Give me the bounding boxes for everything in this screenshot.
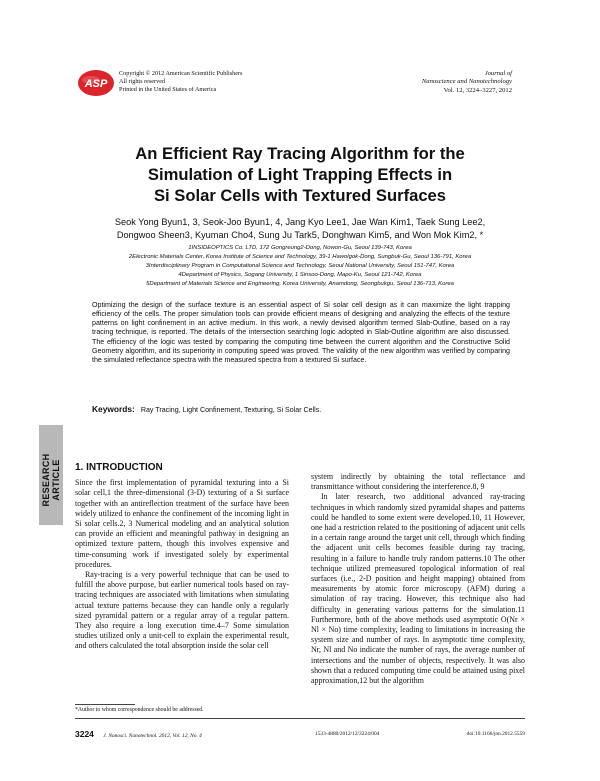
footnote: *Author to whom correspondence should be addressed.	[75, 707, 204, 713]
abstract: Optimizing the design of the surface texture is an essential aspect of Si solar cell design as it can maximize the light trapping efficiency of the cells. The proper simulation tools can provide efficient means of designing and analyzing the effects of the texture patterns on light confinement in an active medium. In this work, a newly devised algorithm termed Slab-Outline, based on a ray tracing technique, is reported. The details of the intersection searching logic adopted in Slab-Outline algorithm are also discussed. The efficiency of the logic was tested by comparing the computing time between the current algorithm and the Constructive Solid Geometry algorithm, and its superiority in computing speed was proved. The validity of the new algorithm was verified by comparing the simulated reflectance spectra with the measured spectra from a textured Si surface.	[92, 301, 510, 364]
journal-line: Nanoscience and Nanotechnology	[421, 78, 512, 86]
left-column	[75, 463, 289, 652]
right-column	[311, 472, 525, 686]
title-line: Simulation of Light Trapping Effects in	[147, 165, 453, 184]
affiliation: 4Department of Physics, Sogang University, 1 Sinsoo-Dong, Mapo-Ku, Seoul 121-742, Korea	[178, 272, 422, 279]
journal-line: Journal of	[484, 70, 512, 77]
paragraph: Since the first implementation of pyramidal texturing into a Si solar cell,1 the three-dimensional (3-D) texturing of a Si surface together with an antireflection treatment of the surface have been widely utilized to enhance the confinement of the incoming light in Si solar cells.2, 3 Numerical modeling and an analytical solution can provide an efficient and meaningful pathway in designing an optimized texture pattern, though this involves expensive and time-consuming work if investigated solely by experimental procedures.	[75, 478, 289, 569]
title-line: Si Solar Cells with Textured Surfaces	[153, 186, 447, 205]
affiliation: 5Department of Materials Science and Engineering, Korea University, Anamdong, Seongbukgu, Seoul 136-713, Korea	[146, 281, 454, 288]
copyright-line: All rights reserved	[119, 78, 166, 86]
author-list	[80, 216, 520, 242]
doi: doi:10.1166/jnn.2012.5559	[466, 731, 525, 737]
paragraph: In later research, two additional advanced ray-tracing techniques in which randomly sized pyramidal shapes and patterns could be handled to some extent were developed.10, 11 However, one had a restriction related to the positioning of adjacent unit cells in a certain range around the target unit cell, through which finding the adjacent unit cells becomes feasible during ray tracing, resulting in a failure to handle truly random patterns.10 The other technique utilized premeasured topological information of real surfaces (i.e., 2-D position and height mapping) obtained from measurements by atomic force microscopy (AFM) during a simulation of ray tracing. However, this technique also had difficulty in generating various patterns for the simulation.11 Furthermore, both of the above methods used asymptotic O(Nr × Nl × No) time complexity, leading to limitations in increasing the system size and number of rays. In asymptotic time complexity, Nr, Nl and No indicate the number of rays, the average number of intersections and the number of objects, respectively. It was also shown that a reduced computing time could be attained using pixel approximation,12 but the algorithm	[311, 492, 525, 686]
title-line: An Efficient Ray Tracing Algorithm for the	[135, 144, 465, 163]
side-label-text: RESEARCH ARTICLE	[41, 453, 61, 507]
page-footer	[75, 729, 525, 739]
copyright-line: Copyright © 2012 American Scientific Publishers	[119, 70, 243, 77]
footnote-rule	[75, 704, 135, 705]
citation: J. Nanosci. Nanotechnol. 2012, Vol. 12, No. 4	[103, 733, 202, 739]
affiliation: 1INSIDEOPTICS Co. LTD, 172 Gongreung2-Dong, Nowon-Gu, Seoul 139-743, Korea	[188, 245, 412, 251]
issn: 1533-4880/2012/12/3224/004	[315, 731, 380, 737]
page-number: 3224	[75, 729, 94, 739]
copyright-block	[119, 70, 242, 95]
affiliation: 2Electronic Materials Center, Korea Institute of Science and Technology, 39-1 Hawolgok-Dong, Sungbuk-Gu, Seoul 136-791, Korea	[128, 254, 472, 261]
affiliations	[80, 244, 520, 289]
journal-name	[422, 70, 512, 95]
keywords-text: Ray Tracing, Light Confinement, Texturing, Si Solar Cells.	[140, 406, 322, 414]
copyright-line: Printed in the United States of America	[119, 86, 217, 94]
paper-title	[120, 143, 480, 206]
keywords	[92, 404, 510, 414]
journal-volume: Vol. 12, 3224–3227, 2012	[443, 86, 512, 94]
section-heading: 1. INTRODUCTION	[75, 462, 163, 473]
keywords-label: Keywords:	[92, 404, 135, 414]
author-line: Dongwoo Sheen3, Kyuman Cho4, Sung Ju Tark5, Donghwan Kim5, and Won Mok Kim2, *	[116, 230, 484, 240]
author-line: Seok Yong Byun1, 3, Seok-Joo Byun1, 4, Jang Kyo Lee1, Jae Wan Kim1, Taek Sung Lee2,	[114, 217, 486, 227]
paragraph: Ray-tracing is a very powerful technique that can be used to fulfill the above purpose, but earlier numerical tools based on ray-tracing techniques are associated with limitations when simulating actual texture patterns because they can handle only a regularly sized pyramidal pattern or a regular array of a regular pattern. They also require a long execution time.4–7 Some simulation studies utilized only a unit-cell to explain the experimental result, and others calculated the total absorption inside the solar cell	[75, 570, 289, 651]
affiliation: 3Interdisciplinary Program in Computational Science and Technology, Seoul National University, Seoul 151-747, Korea	[145, 263, 455, 270]
logo-text: ASP	[84, 78, 108, 90]
asp-logo	[77, 68, 115, 98]
footer-rule	[75, 718, 525, 719]
paragraph: system indirectly by obtaining the total reflectance and transmittance without considering the interference.8, 9	[311, 472, 525, 492]
